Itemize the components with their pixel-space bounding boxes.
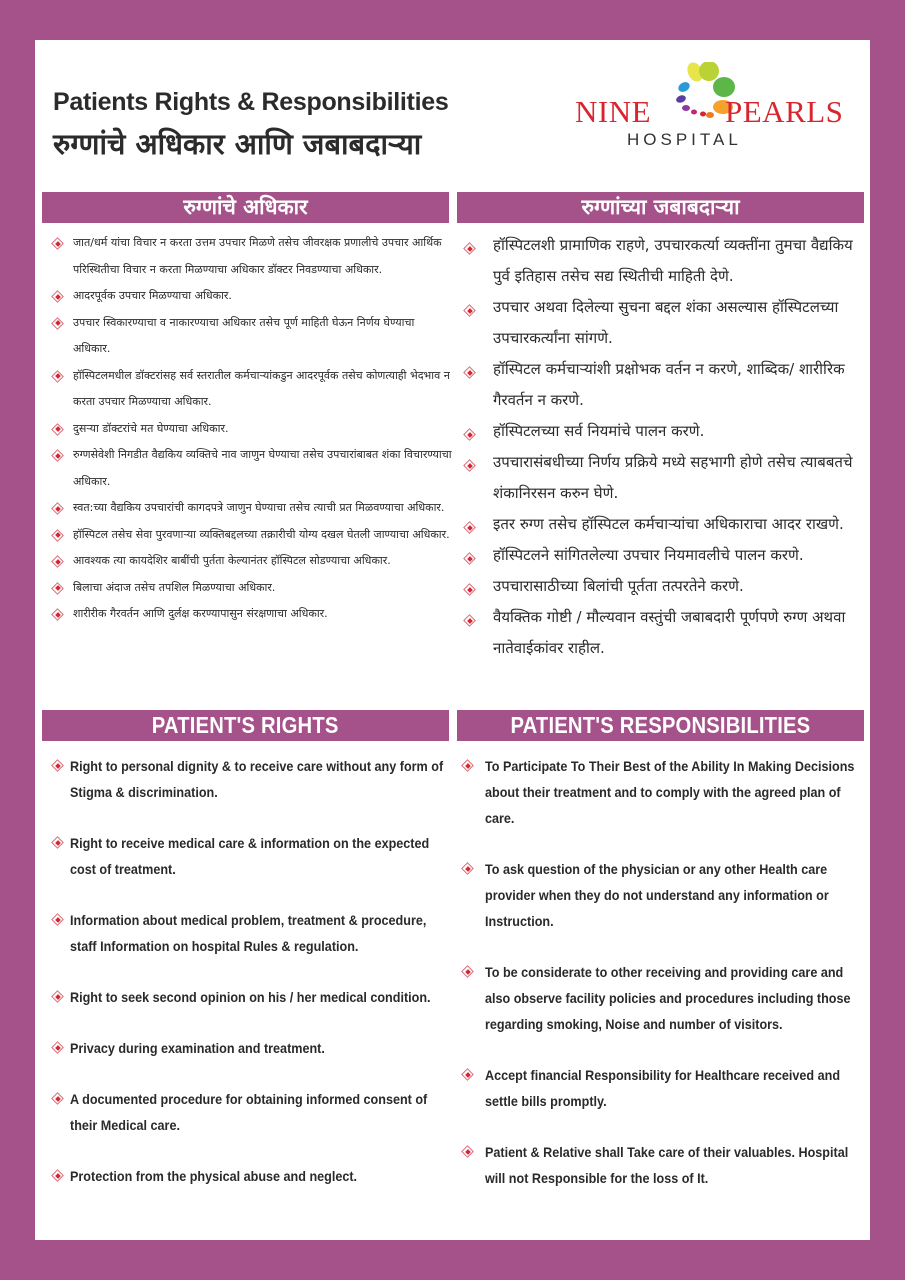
list-item: रुग्णसेवेशी निगडीत वैद्यकिय व्यक्तिचे नाव जाणुन घेण्याचा तसेच उपचारांबाबत शंका विचारण्याचा अधिकार. bbox=[53, 442, 453, 495]
list-item: उपचारासाठीच्या बिलांची पूर्तता तत्परतेने करणे. bbox=[463, 571, 868, 602]
diamond-bullet-icon bbox=[465, 430, 474, 439]
diamond-bullet-icon bbox=[465, 461, 474, 470]
list-item: हॉस्पिटल कर्मचाऱ्यांशी प्रक्षोभक वर्तन न करणे, शाब्दिक/ शारीरिक गैरवर्तन न करणे. bbox=[463, 354, 868, 416]
diamond-bullet-icon bbox=[53, 1043, 62, 1052]
diamond-bullet-icon bbox=[465, 244, 474, 253]
diamond-bullet-icon bbox=[53, 761, 62, 770]
list-item: आदरपूर्वक उपचार मिळण्याचा अधिकार. bbox=[53, 283, 453, 310]
list-item: हॉस्पिटलने सांगितलेल्या उपचार नियमावलीचे पालन करणे. bbox=[463, 540, 868, 571]
diamond-bullet-icon bbox=[53, 838, 62, 847]
diamond-bullet-icon bbox=[463, 761, 472, 770]
list-item: To be considerate to other receiving and providing care and also observe facility policies and procedures including those regarding smoking, Noise and number of visitors. bbox=[463, 959, 868, 1037]
diamond-bullet-icon bbox=[465, 523, 474, 532]
diamond-bullet-icon bbox=[463, 967, 472, 976]
diamond-bullet-icon bbox=[465, 585, 474, 594]
heading-marathi-responsibilities: रुग्णांच्या जबाबदाऱ्या bbox=[457, 192, 864, 223]
diamond-bullet-icon bbox=[53, 992, 62, 1001]
diamond-bullet-icon bbox=[53, 239, 62, 248]
diamond-bullet-icon bbox=[465, 306, 474, 315]
list-item: आवश्यक त्या कायदेशिर बाबींची पुर्तता केल्यानंतर हॉस्पिटल सोडण्याचा अधिकार. bbox=[53, 548, 453, 575]
list-item: To Participate To Their Best of the Ability In Making Decisions about their treatment and to comply with the agreed plan of care. bbox=[463, 753, 868, 831]
diamond-bullet-icon bbox=[53, 504, 62, 513]
list-item: Right to receive medical care & information on the expected cost of treatment. bbox=[53, 830, 453, 882]
diamond-bullet-icon bbox=[53, 584, 62, 593]
diamond-bullet-icon bbox=[53, 1171, 62, 1180]
heading-marathi-rights: रुग्णांचे अधिकार bbox=[42, 192, 449, 223]
list-item: बिलाचा अंदाज तसेच तपशिल मिळण्याचा अधिकार. bbox=[53, 575, 453, 602]
diamond-bullet-icon bbox=[465, 616, 474, 625]
diamond-bullet-icon bbox=[53, 915, 62, 924]
list-item: दुसऱ्या डॉक्टरांचे मत घेण्याचा अधिकार. bbox=[53, 416, 453, 443]
diamond-bullet-icon bbox=[53, 425, 62, 434]
diamond-bullet-icon bbox=[465, 554, 474, 563]
marathi-rights-list bbox=[53, 230, 453, 628]
list-item: To ask question of the physician or any other Health care provider when they do not understand any information or Instruction. bbox=[463, 856, 868, 934]
diamond-bullet-icon bbox=[53, 372, 62, 381]
english-rights-list bbox=[53, 753, 453, 1189]
list-item: उपचारासंबधीच्या निर्णय प्रक्रिये मध्ये सहभागी होणे तसेच त्याबबतचे शंकानिरसन करुन घेणे. bbox=[463, 447, 868, 509]
hospital-logo bbox=[575, 62, 855, 152]
page-title-english: Patients Rights & Responsibilities bbox=[53, 88, 449, 116]
list-item: उपचार स्विकारण्याचा व नाकारण्याचा अधिकार तसेच पूर्ण माहिती घेऊन निर्णय घेण्याचा अधिकार. bbox=[53, 310, 453, 363]
poster-panel bbox=[35, 40, 870, 1240]
list-item: Protection from the physical abuse and neglect. bbox=[53, 1163, 453, 1189]
list-item: Patient & Relative shall Take care of their valuables. Hospital will not Responsible for the loss of It. bbox=[463, 1139, 868, 1191]
list-item: उपचार अथवा दिलेल्या सुचना बद्दल शंका असल्यास हॉस्पिटलच्या उपचारकर्त्यांना सांगणे. bbox=[463, 292, 868, 354]
logo-subtitle: HOSPITAL bbox=[627, 130, 742, 149]
english-responsibilities-list bbox=[463, 753, 868, 1191]
list-item: इतर रुग्ण तसेच हॉस्पिटल कर्मचाऱ्यांचा अधिकाराचा आदर राखणे. bbox=[463, 509, 868, 540]
list-item: हॉस्पिटल तसेच सेवा पुरवणाऱ्या व्यक्तिबद्दलच्या तक्रारीची योग्य दखल घेतली जाण्याचा अधिकार. bbox=[53, 522, 453, 549]
list-item: हॉस्पिटलच्या सर्व नियमांचे पालन करणे. bbox=[463, 416, 868, 447]
list-item: Information about medical problem, treatment & procedure, staff Information on hospital Rules & regulation. bbox=[53, 907, 453, 959]
logo-word-nine: NINE bbox=[575, 94, 652, 129]
diamond-bullet-icon bbox=[463, 864, 472, 873]
diamond-bullet-icon bbox=[53, 319, 62, 328]
logo-word-pearls: PEARLS bbox=[725, 94, 844, 129]
diamond-bullet-icon bbox=[465, 368, 474, 377]
diamond-bullet-icon bbox=[53, 451, 62, 460]
list-item: Right to personal dignity & to receive care without any form of Stigma & discrimination. bbox=[53, 753, 453, 805]
list-item: Accept financial Responsibility for Healthcare received and settle bills promptly. bbox=[463, 1062, 868, 1114]
diamond-bullet-icon bbox=[53, 610, 62, 619]
list-item: Privacy during examination and treatment. bbox=[53, 1035, 453, 1061]
list-item: हॉस्पिटलमधील डॉक्टरांसह सर्व स्तरातील कर्मचाऱ्यांकडुन आदरपूर्वक तसेच कोणत्याही भेदभाव न करता उपचार मिळण्याचा अधिकार. bbox=[53, 363, 453, 416]
diamond-bullet-icon bbox=[463, 1070, 472, 1079]
diamond-bullet-icon bbox=[53, 557, 62, 566]
list-item: स्वत:च्या वैद्यकिय उपचारांची कागदपत्रे जाणुन घेण्याचा तसेच त्याची प्रत मिळवण्याचा अधिकार. bbox=[53, 495, 453, 522]
diamond-bullet-icon bbox=[53, 531, 62, 540]
heading-patients-rights: PATIENT'S RIGHTS bbox=[42, 710, 449, 741]
list-item: Right to seek second opinion on his / her medical condition. bbox=[53, 984, 453, 1010]
list-item: वैयक्तिक गोष्टी / मौल्यवान वस्तुंची जबाबदारी पूर्णपणे रुग्ण अथवा नातेवाईकांवर राहील. bbox=[463, 602, 868, 664]
diamond-bullet-icon bbox=[53, 292, 62, 301]
list-item: शारीरीक गैरवर्तन आणि दुर्लक्ष करण्यापासुन संरक्षणाचा अधिकार. bbox=[53, 601, 453, 628]
diamond-bullet-icon bbox=[463, 1147, 472, 1156]
marathi-responsibilities-list bbox=[463, 230, 868, 664]
list-item: जात/धर्म यांचा विचार न करता उत्तम उपचार मिळणे तसेच जीवरक्षक प्रणालीचे उपचार आर्थिक परिस्थितीचा विचार न करता मिळण्याचा अधिकार डॉक्टर निवडण्याचा अधिकार. bbox=[53, 230, 453, 283]
list-item: हॉस्पिटलशी प्रामाणिक राहणे, उपचारकर्त्या व्यक्तींना तुमचा वैद्यकिय पुर्व इतिहास तसेच सद्य स्थितीची माहिती देणे. bbox=[463, 230, 868, 292]
diamond-bullet-icon bbox=[53, 1094, 62, 1103]
page-title-marathi: रुग्णांचे अधिकार आणि जबाबदाऱ्या bbox=[53, 127, 422, 161]
heading-patients-responsibilities: PATIENT'S RESPONSIBILITIES bbox=[457, 710, 864, 741]
list-item: A documented procedure for obtaining informed consent of their Medical care. bbox=[53, 1086, 453, 1138]
